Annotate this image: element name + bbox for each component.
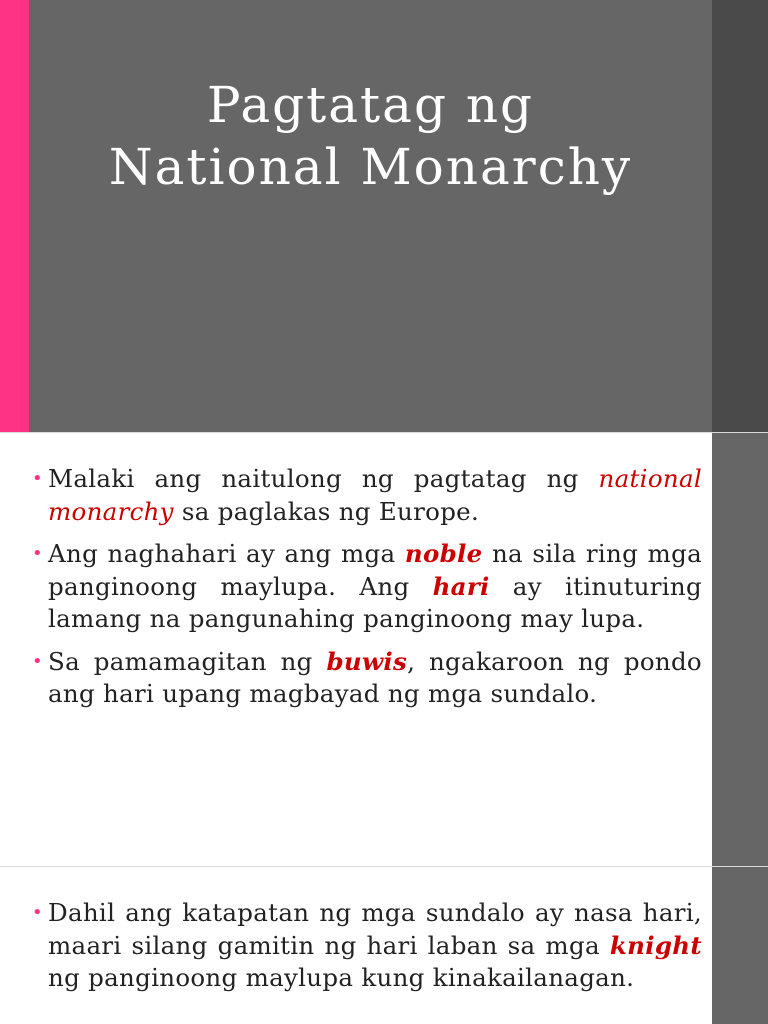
bullet-icon: • [32, 543, 43, 564]
emphasis-term: buwis [326, 646, 408, 676]
list-item [32, 538, 702, 636]
title-slide [0, 0, 768, 432]
list-item [32, 646, 702, 711]
emphasis-term: national monarchy [48, 464, 702, 526]
accent-bar [0, 0, 29, 432]
bullet-icon: • [32, 902, 43, 923]
bullet-text: Ang naghahari ay ang mga [48, 539, 405, 568]
list-item [32, 463, 702, 528]
bullet-text: Sa pamamagitan ng [48, 646, 327, 676]
bullet-icon: • [32, 650, 43, 672]
bullet-icon: • [32, 468, 43, 489]
emphasis-term: hari [432, 571, 490, 601]
side-band [712, 433, 768, 866]
emphasis-term: noble [404, 539, 483, 568]
side-band [712, 867, 768, 1024]
bullet-text: Dahil ang katapatan ng mga sundalo ay nasa hari, maari silang gamitin ng hari laban sa mga [48, 898, 702, 960]
content-slide [0, 866, 768, 1024]
title-line-2: National Monarchy [108, 138, 633, 196]
bullet-text: ay itinuturing lamang na pangunahing panginoong may lupa. [48, 571, 702, 633]
side-band [712, 0, 768, 432]
bullet-text: sa paglakas ng Europe. [173, 496, 480, 526]
emphasis-term: knight [609, 930, 702, 960]
list-item [32, 897, 702, 995]
bullet-text: , ngakaroon ng pondo ang hari upang magbayad ng mga sundalo. [48, 646, 702, 708]
bullet-text: Malaki ang naitulong ng pagtatag ng [48, 464, 599, 493]
bullet-list [32, 463, 702, 721]
bullet-text: ng panginoong maylupa kung kinakailanagan. [48, 963, 635, 992]
bullet-text: na sila ring mga panginoong maylupa. Ang [48, 539, 702, 601]
bullet-list [32, 897, 702, 1005]
content-slide [0, 432, 768, 866]
slide-title [29, 74, 712, 198]
title-line-1: Pagtatag ng [206, 76, 535, 134]
